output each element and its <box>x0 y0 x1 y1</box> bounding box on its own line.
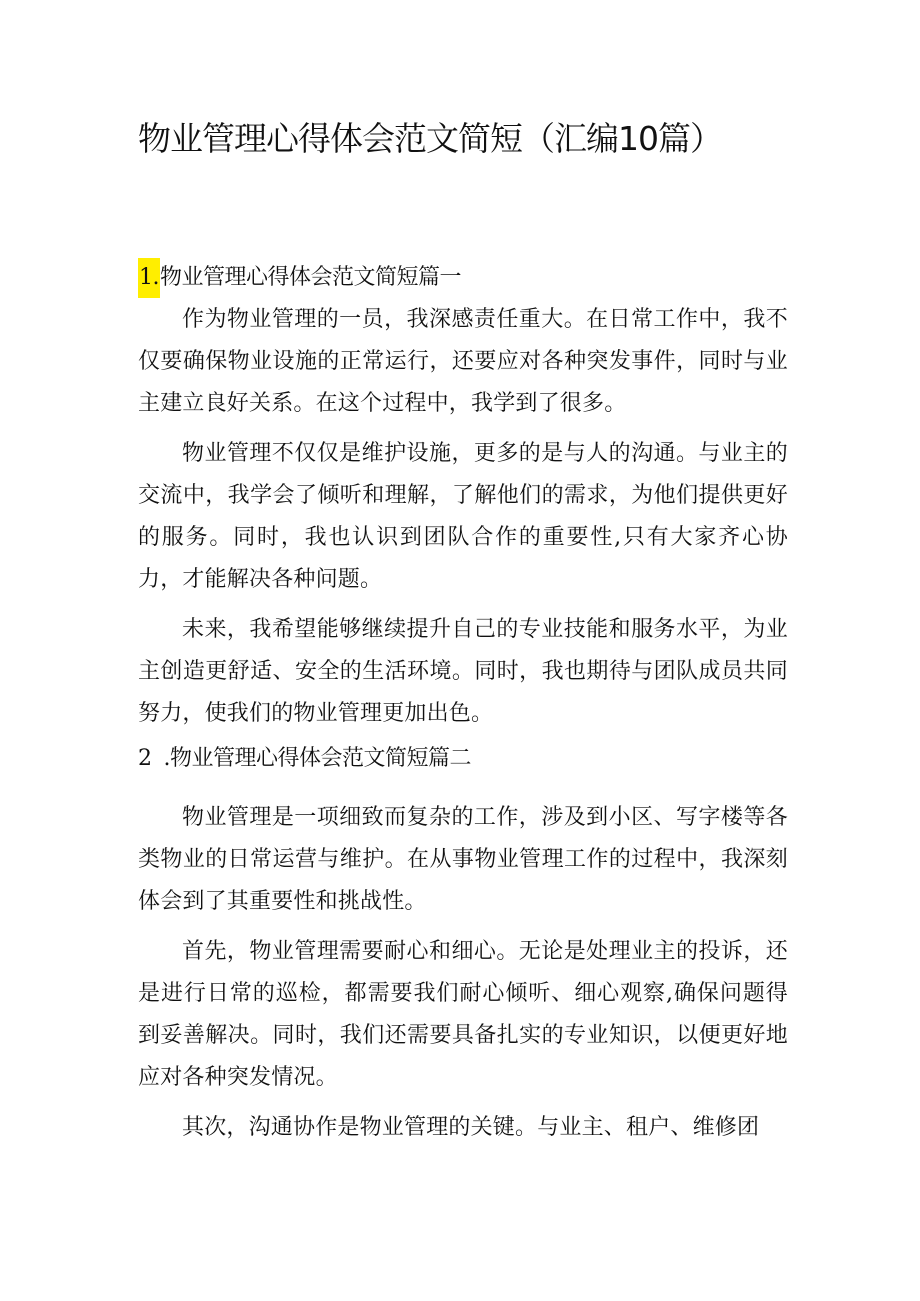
section-1-number-highlight: 1. <box>138 258 160 298</box>
section-2-heading <box>138 742 471 776</box>
section-1-heading-text: 物业管理心得体会范文简短篇一 <box>160 265 462 290</box>
section-1-paragraph-1: 作为物业管理的一员，我深感责任重大。在日常工作中，我不仅要确保物业设施的正常运行，还要应对各种突发事件，同时与业主建立良好关系。在这个过程中，我学到了很多。 <box>138 307 788 416</box>
document-title: 物业管理心得体会范文简短（汇编10篇） <box>138 119 722 158</box>
section-2-heading-text: .物业管理心得体会范文简短篇二 <box>163 746 471 771</box>
section-1-paragraph-2: 物业管理不仅仅是维护设施，更多的是与人的沟通。与业主的交流中，我学会了倾听和理解，了解他们的需求，为他们提供更好的服务。同时，我也认识到团队合作的重要性,只有大家齐心协力，才能解决各种问题。 <box>138 441 788 592</box>
section-2-paragraph-2: 首先，物业管理需要耐心和细心。无论是处理业主的投诉，还是进行日常的巡检，都需要我们耐心倾听、细心观察,确保问题得到妥善解决。同时，我们还需要具备扎实的专业知识，以便更好地应对各种突发情况。 <box>138 939 788 1090</box>
section-2-body <box>138 797 788 1157</box>
section-2-paragraph-1: 物业管理是一项细致而复杂的工作，涉及到小区、写字楼等各类物业的日常运营与维护。在从事物业管理工作的过程中，我深刻体会到了其重要性和挑战性。 <box>138 805 788 914</box>
section-1-heading <box>138 258 461 298</box>
section-2-paragraph-3: 其次，沟通协作是物业管理的关键。与业主、租户、维修团 <box>182 1115 760 1140</box>
section-1-paragraph-3: 未来，我希望能够继续提升自己的专业技能和服务水平，为业主创造更舒适、安全的生活环境。同时，我也期待与团队成员共同努力，使我们的物业管理更加出色。 <box>138 617 788 726</box>
section-1-body <box>138 299 788 743</box>
section-2-number: 2 <box>138 746 152 771</box>
